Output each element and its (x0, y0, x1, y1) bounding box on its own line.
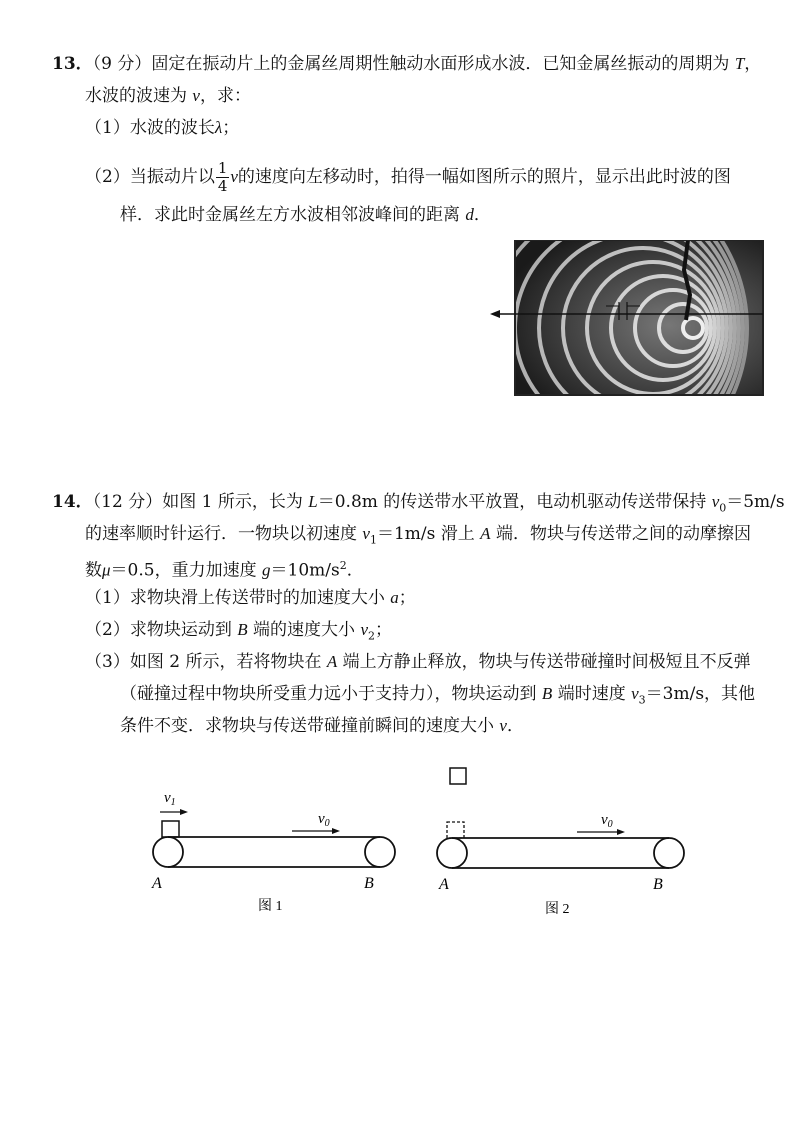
figure-2 (425, 760, 700, 925)
fig1-v0-arrow-icon (332, 828, 340, 834)
q13-number: 13． (52, 54, 93, 74)
q13-T: T (734, 54, 745, 73)
q14-p3-text-a: 如图 2 所示，若将物块在 (129, 652, 327, 672)
q14-text-3-end: ． (346, 560, 364, 581)
q14-text-1b: ＝0.8m 的传送带水平放置，电动机驱动传送带保持 (317, 492, 712, 512)
q13-p2-text-c: 样．求此时金属丝左方水波相邻波峰间的距离 (120, 205, 466, 225)
q14-p2-text-b: 端的速度大小 (247, 620, 361, 640)
q14-text-1a: 如图 1 所示，长为 (162, 492, 309, 512)
fig1-v1-label: $v_1$ (164, 790, 176, 808)
fig1-A-label: A (152, 875, 162, 892)
q14-p3-A: A (326, 652, 338, 671)
fig2-v0-label: $v_0$ (601, 812, 613, 830)
q13-text-1-end: ， (744, 54, 762, 74)
q14-line2 (85, 522, 751, 552)
q14-part3-cont1 (120, 682, 755, 712)
q14-B: B (237, 620, 248, 639)
fig2-A-label: A (439, 876, 449, 893)
q14-text-2b: ＝1m/s 滑上 (376, 524, 481, 544)
q13-text-1: 固定在振动片上的金属丝周期性触动水面形成水波．已知金属丝振动的周期为 (151, 54, 735, 74)
q13-line2 (85, 84, 251, 108)
q13-text-2b: ，求： (199, 86, 251, 106)
fig2-roller-right (654, 838, 684, 868)
q14-v0: v (711, 492, 720, 511)
fig1-B-label: B (364, 875, 374, 892)
q14-part3 (85, 650, 751, 674)
q14-sup: 2 (339, 559, 347, 572)
q14-text-3b: ＝0.5，重力加速度 (110, 560, 262, 581)
q14-p2-end: ； (374, 620, 392, 640)
q14-p2-label: （2） (85, 620, 130, 640)
fraction-numerator: 1 (217, 159, 228, 177)
wave-photo (488, 240, 768, 398)
q13-p1-label: （1） (85, 118, 130, 138)
q13-p2-text-b: 的速度向左移动时，拍得一幅如图所示的照片，显示出此时波的图 (237, 167, 731, 187)
q13-line1 (52, 52, 761, 76)
q14-g: g (262, 560, 271, 580)
q14-v1: v (362, 524, 370, 543)
q14-p3-text-c: （碰撞过程中物块所受重力远小于支持力），物块运动到 (120, 684, 542, 704)
q13-p2-label: （2） (85, 167, 130, 187)
q14-v0-sub: 0 (719, 501, 727, 515)
fig2-block-dashed (447, 822, 464, 838)
q13-score: （9 分） (92, 54, 152, 74)
q13-p2-text-a: 当振动片以 (129, 167, 215, 187)
q14-p3-text-b: 端上方静止释放，物块与传送带碰撞时间极短且不反弹 (337, 652, 751, 672)
q13-p1-text: 水波的波长 (129, 118, 215, 138)
q14-p3-end: ． (506, 716, 524, 736)
q14-part3-cont2 (120, 714, 524, 738)
q14-p3-text-e: ＝3m/s，其他 (645, 684, 756, 704)
fig1-v0-label: $v_0$ (318, 811, 330, 829)
figure-1 (140, 780, 410, 920)
q13-part1 (85, 116, 239, 140)
q14-p3-v: v (499, 716, 507, 735)
q14-part2 (85, 618, 392, 648)
q13-p2-end: ． (473, 205, 491, 225)
q14-p3-label: （3） (85, 652, 130, 672)
q14-p1-text: 求物块滑上传送带时的加速度大小 (129, 588, 391, 608)
q14-part1 (85, 586, 416, 610)
q13-p2-v: v (230, 167, 238, 186)
q13-d: d (465, 205, 474, 224)
fig1-v1-arrow-icon (180, 809, 188, 815)
q13-part2-cont (120, 203, 491, 227)
q14-line1 (52, 490, 785, 520)
fig2-roller-left (437, 838, 467, 868)
q14-p3-text-f: 条件不变．求物块与传送带碰撞前瞬间的速度大小 (120, 716, 500, 736)
q14-score: （12 分） (92, 492, 163, 512)
q14-line3 (85, 554, 364, 583)
q14-text-1c: ＝5m/s (726, 492, 785, 512)
q14-p1-end: ； (398, 588, 416, 608)
q13-text-2a: 水波的波速为 (85, 86, 193, 106)
fig2-B-label: B (653, 876, 663, 893)
q14-p3-B: B (541, 684, 553, 703)
q14-text-3a: 数 (85, 560, 102, 581)
q14-L: L (308, 492, 318, 511)
q14-p3-text-d: 端时速度 (552, 684, 632, 704)
fig2-v0-arrow-icon (617, 829, 625, 835)
arrow-left-icon (490, 310, 500, 318)
q14-v3: v (631, 684, 639, 703)
q14-number: 14． (52, 492, 93, 512)
q13-v: v (192, 86, 200, 105)
q14-text-3c: ＝10m/s (270, 560, 340, 581)
q14-v2-sub: 2 (367, 629, 375, 643)
q14-p1-label: （1） (85, 588, 130, 608)
q14-v2: v (360, 620, 368, 639)
fig1-caption: 图 1 (258, 899, 283, 914)
fig1-roller-right (365, 837, 395, 867)
q14-v3-sub: 3 (638, 693, 646, 707)
q14-p2-text: 求物块运动到 (129, 620, 238, 640)
q14-text-2a: 的速率顺时针运行．一物块以初速度 (85, 524, 363, 544)
q14-mu: μ (102, 560, 111, 580)
fig2-caption: 图 2 (545, 902, 570, 917)
q14-A: A (480, 524, 491, 543)
fig1-block (162, 821, 179, 837)
q13-fraction (216, 160, 230, 195)
q13-lambda: λ (214, 118, 223, 137)
fraction-denominator: 4 (217, 177, 228, 195)
q13-part2 (85, 160, 731, 195)
fig2-block-released (450, 768, 466, 784)
q13-p1-end: ； (222, 118, 240, 138)
fig1-roller-left (153, 837, 183, 867)
q14-text-2c: 端．物块与传送带之间的动摩擦因 (490, 524, 751, 544)
q14-v1-sub: 1 (369, 533, 377, 547)
q14-a: a (390, 588, 399, 607)
